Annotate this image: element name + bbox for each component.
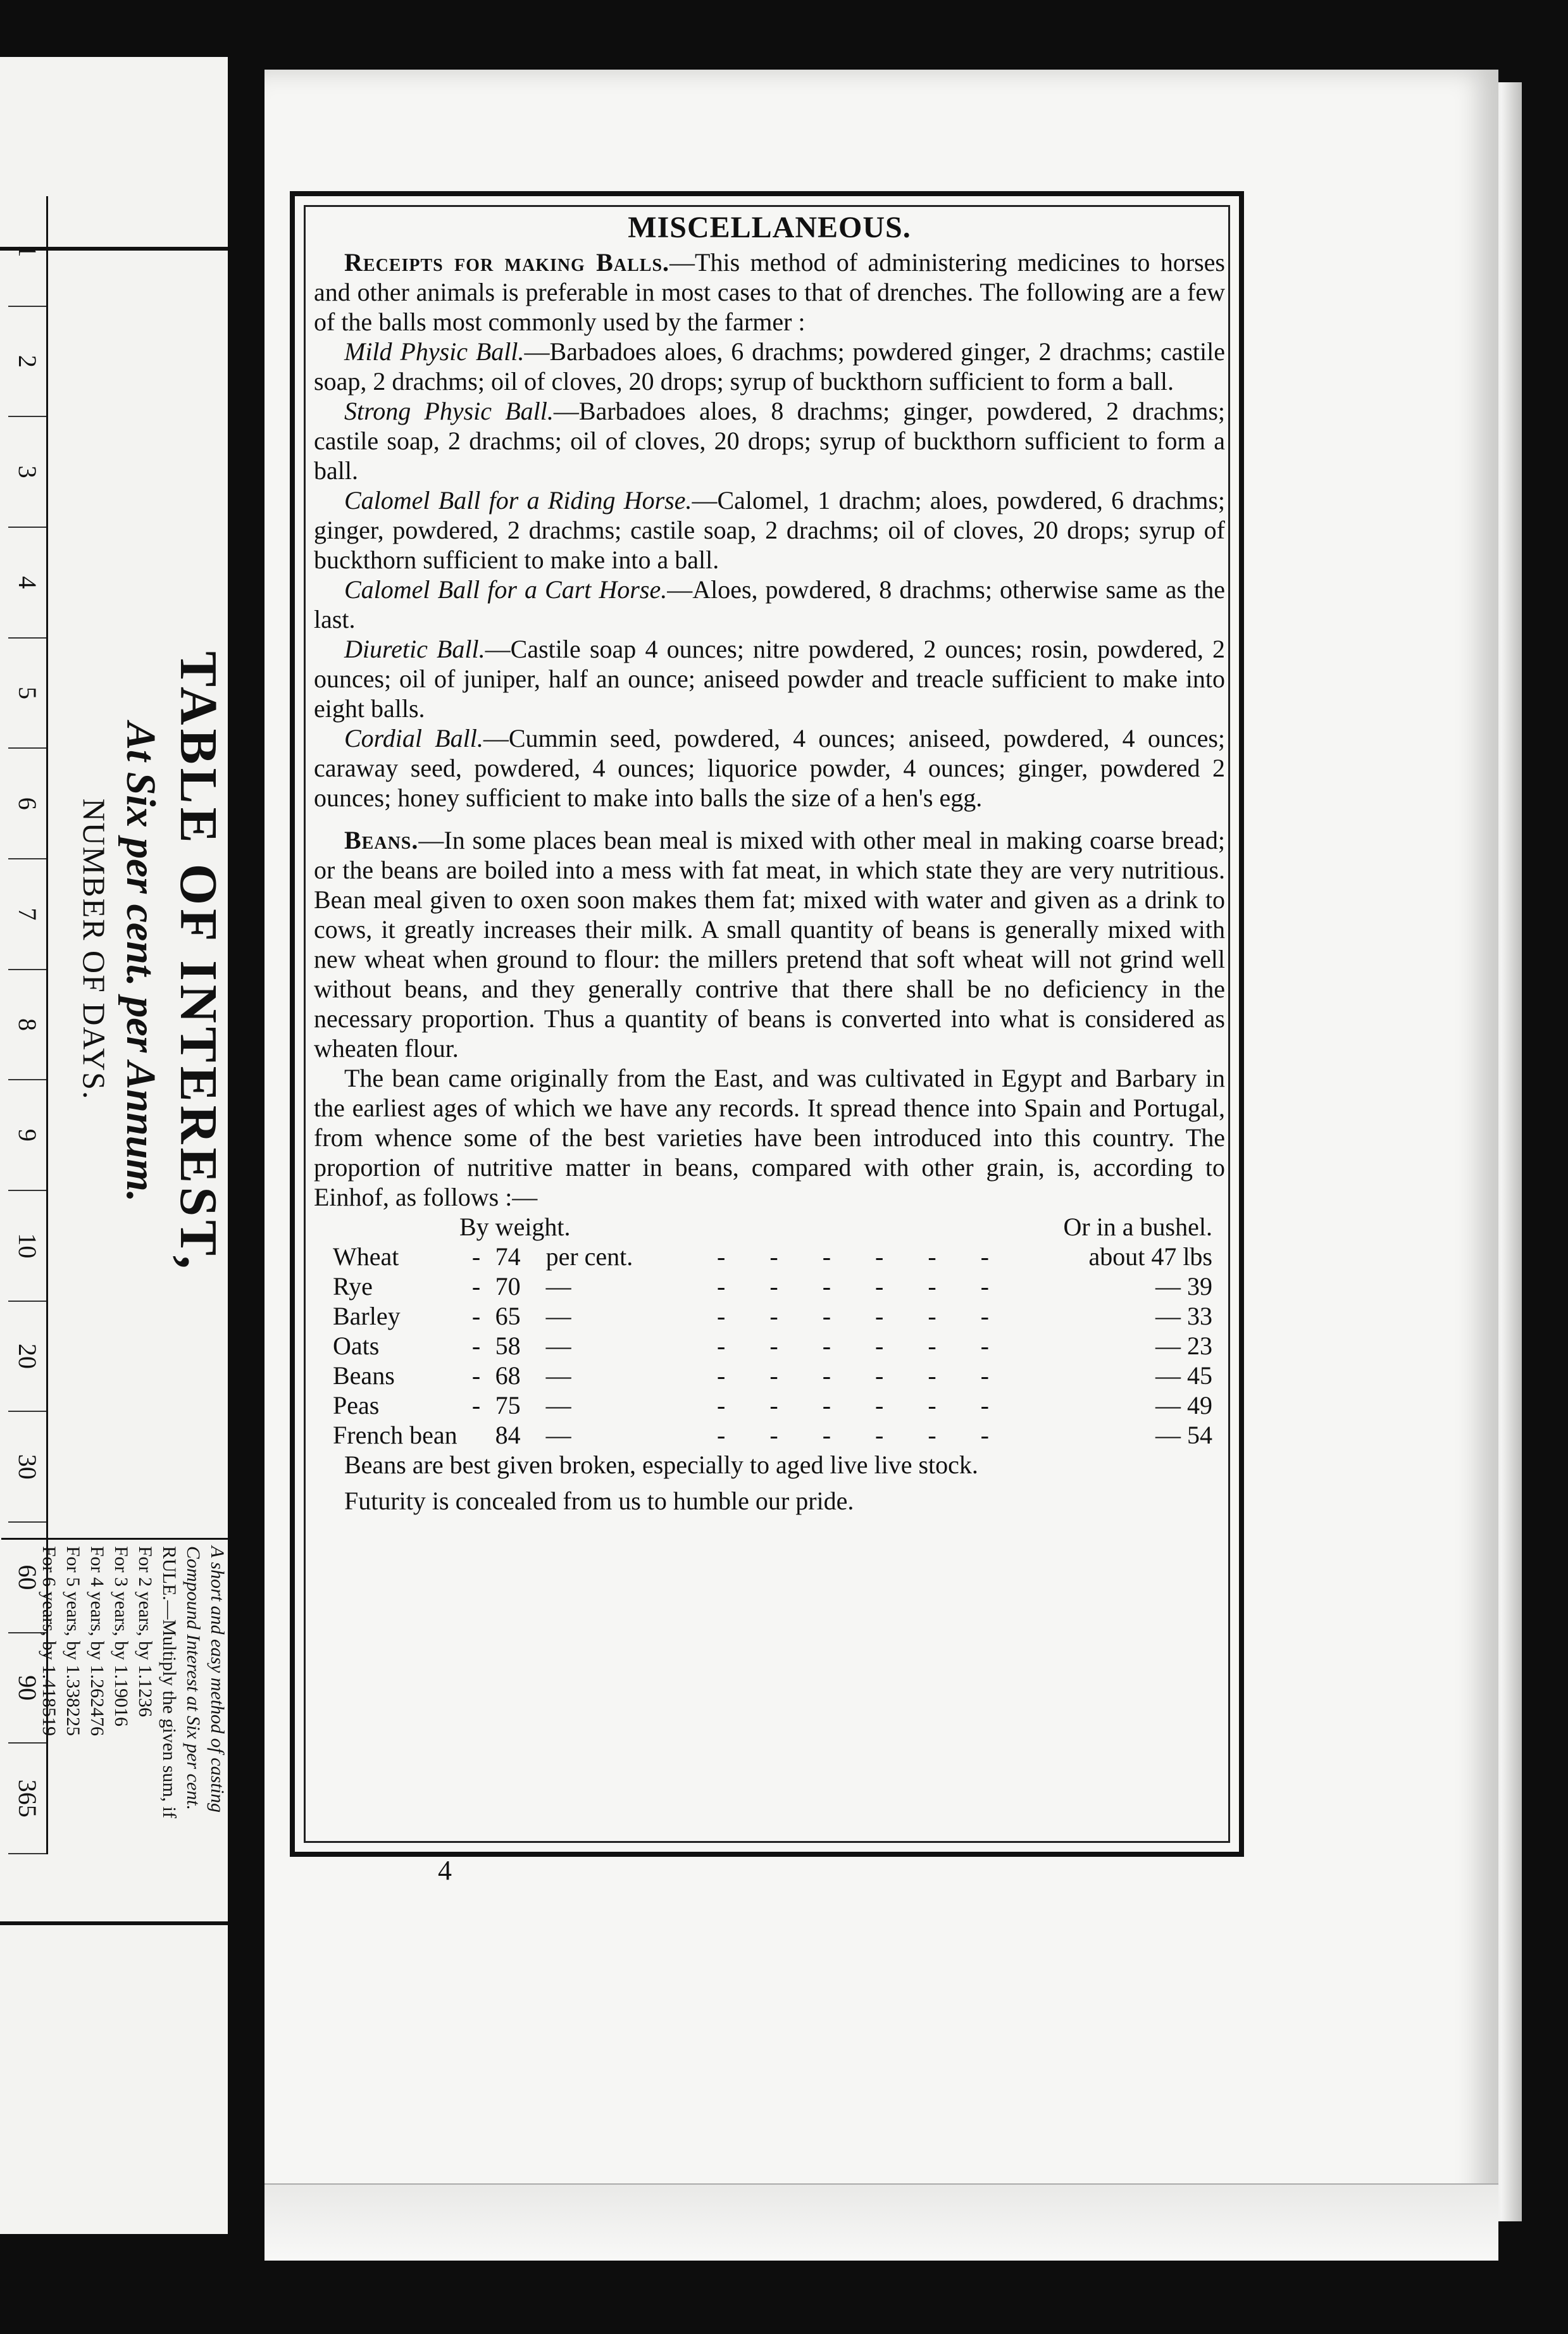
- crop-name: Peas: [333, 1391, 380, 1420]
- day-number: 4: [8, 528, 46, 639]
- leader-dots: - - - - - -: [717, 1361, 1008, 1390]
- interest-table-title: TABLE OF INTEREST,: [169, 651, 228, 1273]
- weight-unit: —: [545, 1332, 571, 1360]
- day-number: 8: [8, 970, 46, 1081]
- weight-unit: —: [545, 1361, 571, 1390]
- table-row: Wheat - 74 per cent. - - - - - - about 47 lbs: [314, 1242, 1225, 1271]
- weight-value: 65: [495, 1302, 521, 1330]
- day-number: 9: [8, 1080, 46, 1191]
- weight-value: 74: [495, 1242, 521, 1271]
- weight-value: 58: [495, 1332, 521, 1360]
- recipe-text: —Calomel, 1 drachm; aloes, powdered, 6 drachms; ginger, powdered, 2 drachms; castile soap, 2 drachms; oil of cloves, 20 drops; syrup of buckthorn sufficient to make into a ball.: [314, 486, 1226, 574]
- crop-name: French bean: [333, 1421, 457, 1449]
- col-weight-header: By weight.: [459, 1213, 571, 1241]
- day-number: 60: [8, 1523, 46, 1633]
- recipe-name: Calomel Ball for a Cart Horse.: [344, 575, 668, 604]
- rule-line: For 5 years, by 1.338225: [63, 1546, 84, 1736]
- bushel-value: — 49: [1155, 1391, 1212, 1420]
- recipe-name: Calomel Ball for a Riding Horse.: [344, 486, 692, 515]
- article-content: [314, 213, 1225, 1516]
- weight-value: 70: [495, 1272, 521, 1301]
- bushel-value: — 54: [1155, 1421, 1212, 1449]
- table-row: Peas - 75 — - - - - - - — 49: [314, 1390, 1225, 1420]
- recipe-text: —Barbadoes aloes, 6 drachms; powdered ginger, 2 drachms; castile soap, 2 drachms; oil of cloves, 20 drops; syrup of buckthorn sufficient to form a ball.: [314, 337, 1225, 396]
- recipe-paragraph: [314, 485, 1225, 575]
- day-number: 30: [8, 1412, 46, 1523]
- bushel-value: about 47 lbs: [1088, 1242, 1212, 1271]
- day-number: 365: [8, 1744, 46, 1854]
- crop-name: Wheat: [333, 1242, 399, 1271]
- weight-unit: —: [545, 1391, 571, 1420]
- balls-intro-paragraph: [314, 247, 1225, 337]
- recipe-name: Strong Physic Ball.: [344, 397, 554, 425]
- crop-name: Beans: [333, 1361, 395, 1390]
- compound-interest-rule: [1, 1538, 229, 1863]
- recipe-text: —Barbadoes aloes, 8 drachms; ginger, powdered, 2 drachms; castile soap, 2 drachms; oil of cloves, 20 drops; syrup of buckthorn sufficient to form a ball.: [314, 397, 1225, 485]
- table-row: [314, 1420, 1225, 1450]
- table-header-row: [314, 1212, 1225, 1242]
- bushel-value: — 39: [1155, 1272, 1212, 1301]
- weight-value: 68: [495, 1361, 521, 1390]
- day-number: 2: [8, 307, 46, 418]
- section-title: MISCELLANEOUS.: [628, 211, 911, 244]
- day-number: 6: [8, 749, 46, 859]
- rule-text: RULE.—Multiply the given sum, if: [159, 1546, 180, 1818]
- day-number: 3: [8, 417, 46, 528]
- recipe-text: —Castile soap 4 ounces; nitre powdered, 2 ounces; rosin, powdered, 2 ounces; oil of juniper, half an ounce; aniseed powder and treacle sufficient to make into eight balls.: [314, 635, 1225, 723]
- motto-line: Futurity is concealed from us to humble our pride.: [344, 1487, 854, 1515]
- recipe-paragraph: [314, 575, 1225, 634]
- weight-unit: —: [545, 1302, 571, 1330]
- table-row: Beans - 68 — - - - - - - — 45: [314, 1361, 1225, 1390]
- weight-unit: —: [545, 1272, 571, 1301]
- recipe-name: Diuretic Ball.: [344, 635, 485, 663]
- interest-table-rotated: [0, 196, 233, 1854]
- weight-value: 84: [495, 1421, 521, 1449]
- day-number: 1: [8, 196, 46, 307]
- balls-intro-text: —This method of administering medicines to horses and other animals is preferable in most cases to that of drenches. The following are a few of the balls most commonly used by the farmer :: [314, 248, 1225, 336]
- rule-line: For 3 years, by 1.19016: [111, 1546, 132, 1726]
- crop-name: Oats: [333, 1332, 380, 1360]
- page-number: 4: [438, 1855, 452, 1886]
- leader-dots: - - - - - -: [717, 1332, 1008, 1360]
- crop-name: Barley: [333, 1302, 401, 1330]
- recipe-paragraph: [314, 634, 1225, 723]
- beans-text: —In some places bean meal is mixed with other meal in making coarse bread; or the beans are boiled into a mess with fat meat, in which state they are very nutritious. Bean meal given to oxen soon makes them fat; mixed with water and given as a drink to cows, it greatly increases their milk. A small quantity of beans is generally mixed with new wheat when ground to flour: the millers pretend that soft wheat will not grind well without beans, and they generally contrive that there shall be no deficiency in the necessary proportion. Thus a quantity of beans is converted into what is considered as wheaten flour.: [314, 826, 1225, 1063]
- leader-dots: - - - - - -: [717, 1272, 1008, 1301]
- day-number: 5: [8, 639, 46, 749]
- article-frame: [290, 191, 1244, 1857]
- recipe-text: —Cummin seed, powdered, 4 ounces; aniseed, powdered, 4 ounces; caraway seed, powdered, 4 ounces; liquorice powder, 4 ounces; ginger, powdered 2 ounces; honey sufficient to make into balls the size of a hen's egg.: [314, 724, 1226, 812]
- weight-value: 75: [495, 1391, 521, 1420]
- leader-dots: - - - - - -: [717, 1242, 1008, 1271]
- bushel-value: — 45: [1155, 1361, 1212, 1390]
- table-row: Barley - 65 — - - - - - - — 33: [314, 1301, 1225, 1331]
- bushel-value: — 33: [1155, 1302, 1212, 1330]
- interest-table-subtitle: At Six per cent. per Annum.: [118, 721, 164, 1202]
- rule-heading: A short and easy method of casting Compound Interest at Six per cent.: [183, 1546, 228, 1813]
- leader-dots: - - - - - -: [717, 1391, 1008, 1420]
- recipe-paragraph: [314, 723, 1225, 813]
- recipe-name: Cordial Ball.: [344, 724, 483, 752]
- leader-dots: - - - - - -: [717, 1421, 1008, 1449]
- day-number: 10: [8, 1191, 46, 1302]
- rule-line: For 6 years, by 1.418519: [39, 1546, 59, 1736]
- recipe-paragraph: [314, 396, 1225, 485]
- beans-paragraph: [314, 825, 1225, 1063]
- crop-name: Rye: [333, 1272, 373, 1301]
- day-number: 90: [8, 1633, 46, 1744]
- nutrition-table: [314, 1212, 1225, 1450]
- bushel-value: — 23: [1155, 1332, 1212, 1360]
- rule-line: For 2 years, by 1.1236: [135, 1546, 156, 1717]
- recipe-name: Mild Physic Ball.: [344, 337, 525, 366]
- recipe-text: —Aloes, powdered, 8 drachms; otherwise same as the last.: [314, 575, 1225, 633]
- col-bushel-header: Or in a bushel.: [1063, 1213, 1212, 1241]
- page-bottom-edge: [264, 2183, 1498, 2261]
- weight-unit: —: [545, 1421, 571, 1449]
- leader-dots: - - - - - -: [717, 1302, 1008, 1330]
- beans-heading: Beans.: [344, 826, 419, 854]
- closing-line: Beans are best given broken, especially to aged live live stock.: [344, 1451, 978, 1479]
- day-number: 20: [8, 1302, 46, 1413]
- table-row: Rye - 70 — - - - - - - — 39: [314, 1271, 1225, 1301]
- recipe-paragraph: [314, 337, 1225, 396]
- weight-unit: per cent.: [545, 1242, 633, 1271]
- days-label: NUMBER OF DAYS.: [77, 798, 112, 1101]
- balls-heading: Receipts for making Balls.: [344, 248, 670, 277]
- beans-origin-paragraph: The bean came originally from the East, and was cultivated in Egypt and Barbary in the earliest ages of which we have any records. It spread thence into Spain and Portugal, from whence some of the best varieties have been introduced into this country. The proportion of nutritive matter in beans, compared with other grain, is, according to Einhof, as follows :—: [314, 1064, 1225, 1211]
- table-row: Oats - 58 — - - - - - - — 23: [314, 1331, 1225, 1361]
- day-number: 7: [8, 859, 46, 970]
- rule-line: For 4 years, by 1.262476: [87, 1546, 108, 1736]
